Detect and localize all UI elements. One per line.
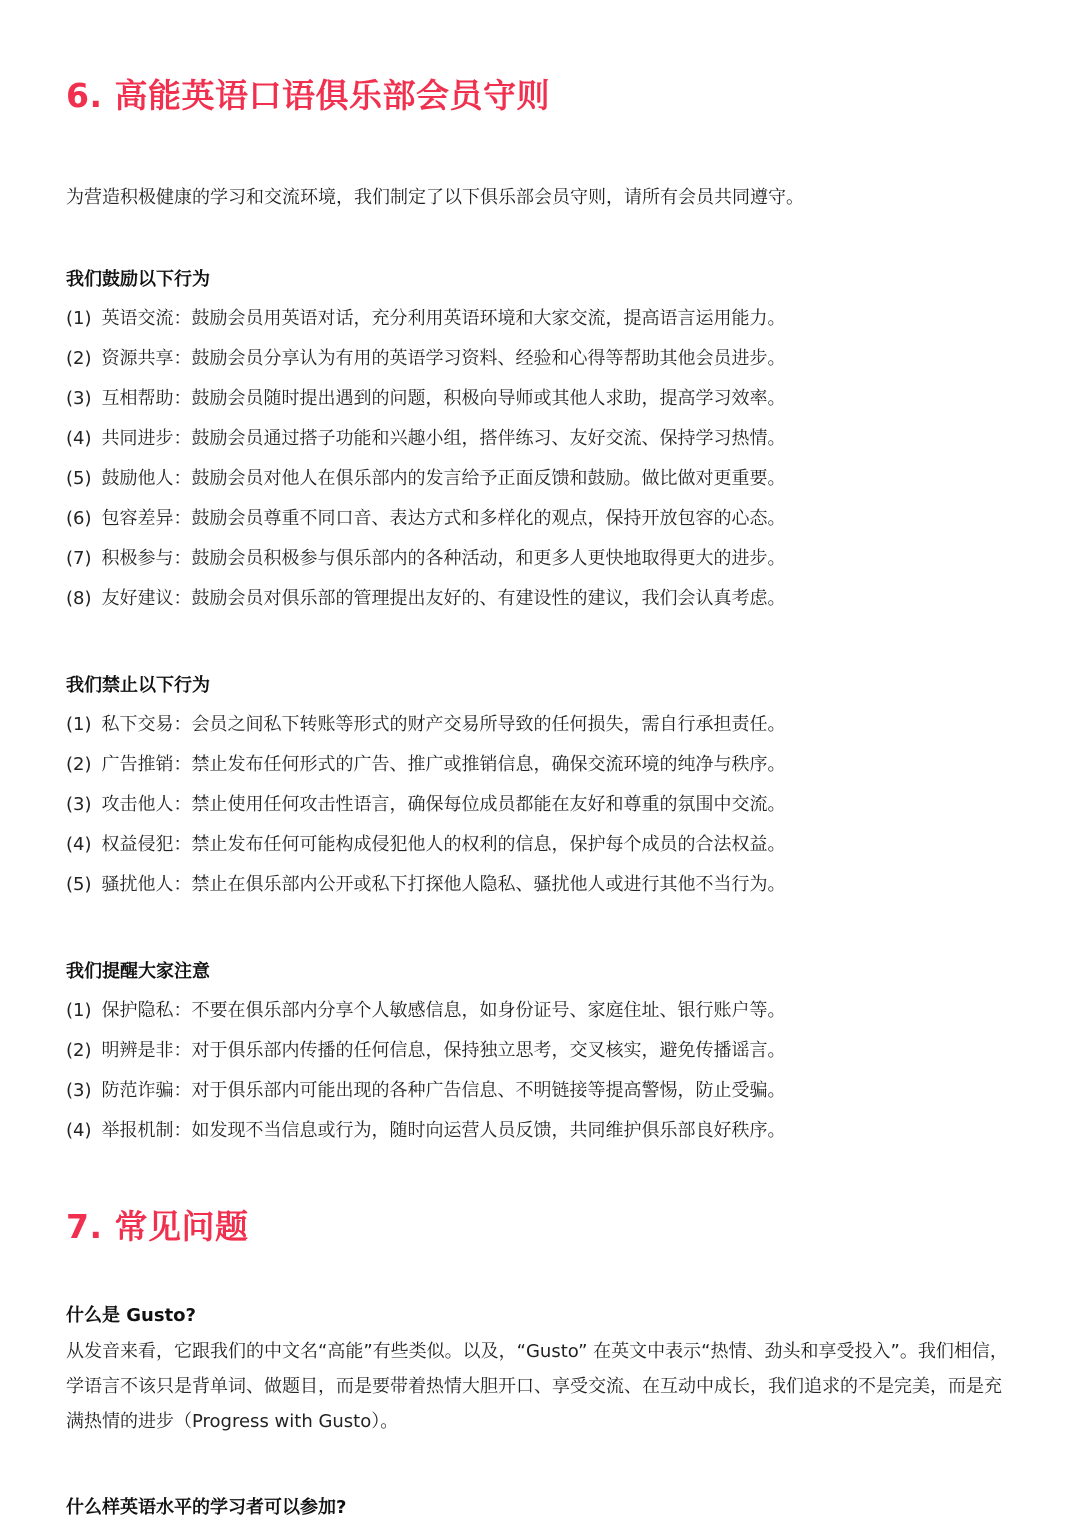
rule-text: 明辨是非：对于俱乐部内传播的任何信息，保持独立思考，交叉核实，避免传播谣言。 [101,1040,786,1061]
rule-list [66,991,1014,1151]
list-item [66,459,1014,499]
rule-text: 举报机制：如发现不当信息或行为，随时向运营人员反馈，共同维护俱乐部良好秩序。 [101,1120,786,1141]
list-item [66,705,1014,745]
faq-question: 什么样英语水平的学习者可以参加? [66,1497,347,1518]
group-title: 我们提醒大家注意 [66,961,210,982]
rule-number: (8) [66,588,92,609]
list-item [66,419,1014,459]
list-item [66,499,1014,539]
group-title: 我们鼓励以下行为 [66,269,210,290]
rule-list [66,299,1014,619]
group-title: 我们禁止以下行为 [66,675,210,696]
rule-text: 共同进步：鼓励会员通过搭子功能和兴趣小组，搭伴练习、友好交流、保持学习热情。 [101,428,786,449]
list-item [66,539,1014,579]
faq-answer: 从发音来看，它跟我们的中文名“高能”有些类似。以及，“Gusto” 在英文中表示“热情、劲头和享受投入”。我们相信，学语言不该只是背单词、做题目，而是要带着热情大胆开口、享受交流、在互动中成长，我们追求的不是完美，而是充满热情的进步（Progress with Gusto）。 [66,1341,1008,1432]
rule-number: (4) [66,428,92,449]
section-6-title: 6. 高能英语口语俱乐部会员守则 [66,76,550,115]
rule-number: (4) [66,834,92,855]
rule-text: 骚扰他人：禁止在俱乐部内公开或私下打探他人隐私、骚扰他人或进行其他不当行为。 [101,874,786,895]
section-6-intro: 为营造积极健康的学习和交流环境，我们制定了以下俱乐部会员守则，请所有会员共同遵守。 [66,187,804,208]
rule-text: 资源共享：鼓励会员分享认为有用的英语学习资料、经验和心得等帮助其他会员进步。 [101,348,786,369]
list-item [66,379,1014,419]
list-item [66,299,1014,339]
list-item [66,1071,1014,1111]
rule-text: 保护隐私：不要在俱乐部内分享个人敏感信息，如身份证号、家庭住址、银行账户等。 [101,1000,786,1021]
rule-number: (4) [66,1120,92,1141]
rule-number: (2) [66,754,92,775]
rule-text: 友好建议：鼓励会员对俱乐部的管理提出友好的、有建设性的建议，我们会认真考虑。 [101,588,786,609]
list-item [66,745,1014,785]
section-7-title: 7. 常见问题 [66,1207,249,1246]
faq-question: 什么是 Gusto? [66,1305,196,1326]
rule-text: 互相帮助：鼓励会员随时提出遇到的问题，积极向导师或其他人求助，提高学习效率。 [101,388,786,409]
rule-number: (1) [66,714,92,735]
rule-number: (6) [66,508,92,529]
rule-text: 鼓励他人：鼓励会员对他人在俱乐部内的发言给予正面反馈和鼓励。做比做对更重要。 [101,468,786,489]
rule-number: (3) [66,794,92,815]
encouraged-behaviors [66,265,1014,619]
rule-number: (3) [66,388,92,409]
rule-number: (5) [66,874,92,895]
rule-text: 积极参与：鼓励会员积极参与俱乐部内的各种活动，和更多人更快地取得更大的进步。 [101,548,786,569]
list-item [66,579,1014,619]
rule-number: (1) [66,1000,92,1021]
list-item [66,785,1014,825]
rule-list [66,705,1014,905]
list-item [66,825,1014,865]
rule-text: 攻击他人：禁止使用任何攻击性语言，确保每位成员都能在友好和尊重的氛围中交流。 [101,794,786,815]
list-item [66,991,1014,1031]
list-item [66,865,1014,905]
rule-number: (1) [66,308,92,329]
rule-text: 私下交易：会员之间私下转账等形式的财产交易所导致的任何损失，需自行承担责任。 [101,714,786,735]
list-item [66,339,1014,379]
rule-number: (2) [66,348,92,369]
rule-text: 广告推销：禁止发布任何形式的广告、推广或推销信息，确保交流环境的纯净与秩序。 [101,754,786,775]
rule-text: 包容差异：鼓励会员尊重不同口音、表达方式和多样化的观点，保持开放包容的心态。 [101,508,786,529]
list-item [66,1031,1014,1071]
rule-number: (3) [66,1080,92,1101]
prohibited-behaviors [66,671,1014,905]
rule-text: 防范诈骗：对于俱乐部内可能出现的各种广告信息、不明链接等提高警惕，防止受骗。 [101,1080,786,1101]
rule-text: 英语交流：鼓励会员用英语对话，充分利用英语环境和大家交流，提高语言运用能力。 [101,308,786,329]
list-item [66,1111,1014,1151]
reminders [66,957,1014,1151]
rule-number: (2) [66,1040,92,1061]
rule-number: (7) [66,548,92,569]
rule-text: 权益侵犯：禁止发布任何可能构成侵犯他人的权利的信息，保护每个成员的合法权益。 [101,834,786,855]
rule-number: (5) [66,468,92,489]
